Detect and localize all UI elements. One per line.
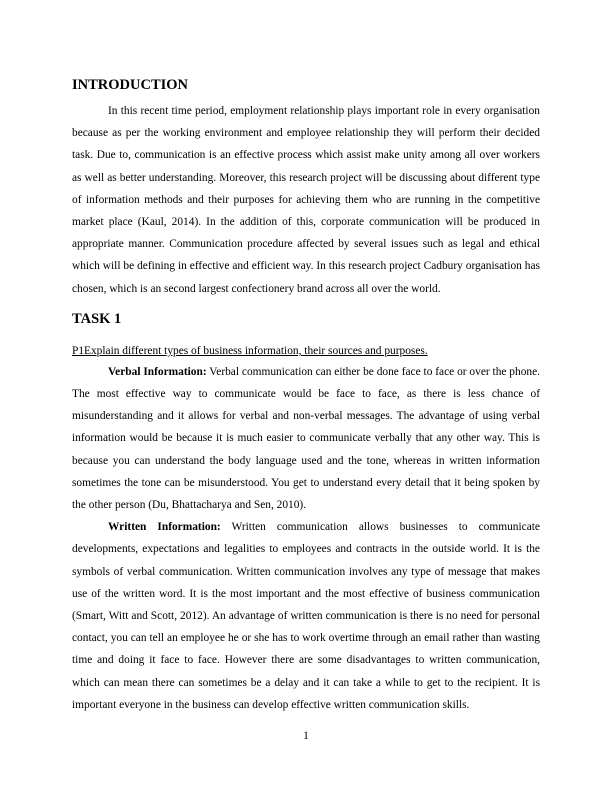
- page-content: [72, 76, 540, 716]
- introduction-heading: INTRODUCTION: [72, 77, 189, 93]
- page-number: 1: [303, 730, 309, 742]
- verbal-information-paragraph: [72, 361, 540, 516]
- introduction-paragraph: In this recent time period, employment relationship plays important role in every organisation because as per the working environment and employee relationship they will perform their decided task. Due to, communication is an effective process which assist make unity among all over workers as well as better understanding. Moreover, this research project will be discussing about different type of information methods and their purposes for achieving them who are running in the competitive market place (Kaul, 2014). In the addition of this, corporate communication will be produced in appropriate manner. Communication procedure affected by several issues such as legal and ethical which will be defining in effective and efficient way. In this research project Cadbury organisation has chosen, which is an second largest confectionery brand across all over the world.: [72, 105, 540, 295]
- verbal-information-text: Verbal communication can either be done face to face or over the phone. The most effective way to communicate would be face to face, as there is less chance of misunderstanding and it allows for verbal and non-verbal messages. The advantage of using verbal information would be because it is much easier to communicate verbally that any other way. This is because you can understand the body language used and the tone, whereas in written information sometimes the tone can be misunderstood. You get to understand every detail that it being spoken by the other person (Du, Bhattacharya and Sen, 2010).: [72, 365, 540, 512]
- p1-subheading: P1Explain different types of business information, their sources and purposes.: [72, 344, 428, 357]
- verbal-information-term: Verbal Information:: [108, 365, 207, 378]
- written-information-text: Written communication allows businesses to communicate developments, expectations and legalities to employees and contracts in the outside world. It is the symbols of verbal communication. Written communication involves any type of message that makes use of the written word. It is the most important and the most effective of business communication (Smart, Witt and Scott, 2012). An advantage of written communication is there is no need for personal contact, you can tell an employee he or she has to work overtime through an email rather than wasting time and doing it face to face. However there are some disadvantages to written communication, which can mean there can sometimes be a delay and it can take a while to get to the recipient. It is important everyone in the business can develop effective written communication skills.: [72, 521, 540, 711]
- written-information-paragraph: [72, 516, 540, 716]
- task-1-heading: TASK 1: [72, 310, 122, 327]
- written-information-term: Written Information:: [108, 521, 221, 534]
